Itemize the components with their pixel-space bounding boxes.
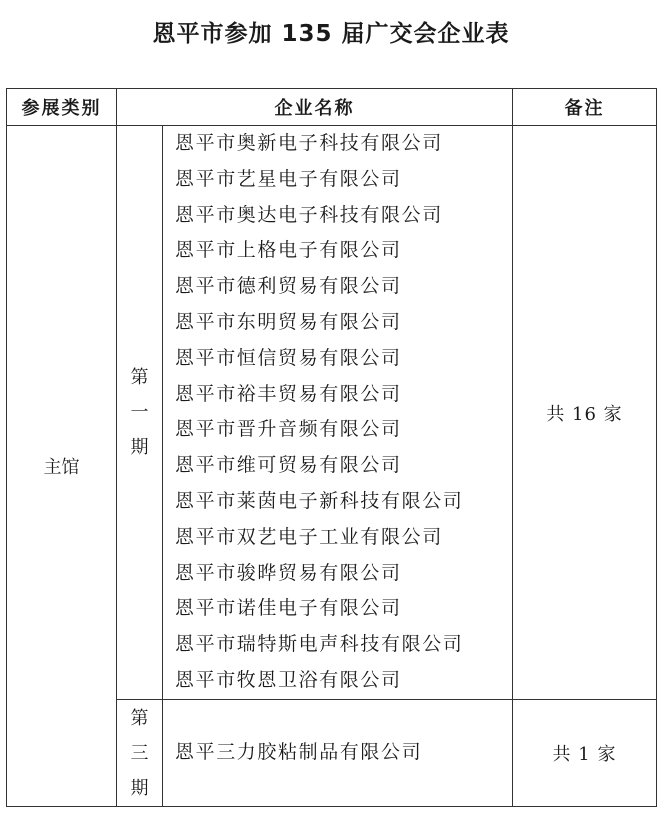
- companies-cell: [163, 126, 513, 700]
- page-title: 恩平市参加 135 届广交会企业表: [152, 21, 510, 47]
- company-list: [175, 735, 512, 771]
- period-label: 第三期: [130, 707, 149, 799]
- list-item: 恩平市上格电子有限公司: [175, 239, 402, 262]
- list-item: 恩平市德利贸易有限公司: [175, 275, 402, 298]
- list-item: 恩平市骏晔贸易有限公司: [175, 561, 402, 584]
- table-header-row: [7, 89, 657, 126]
- list-item: 恩平三力胶粘制品有限公司: [175, 741, 423, 764]
- list-item: 恩平市双艺电子工业有限公司: [175, 525, 443, 548]
- companies-cell: [163, 700, 513, 807]
- header-company: 企业名称: [117, 89, 513, 126]
- list-item: 恩平市东明贸易有限公司: [175, 310, 402, 333]
- header-category: 参展类别: [7, 89, 117, 126]
- list-item: 恩平市牧恩卫浴有限公司: [175, 668, 402, 691]
- category-cell: 主馆: [7, 126, 117, 807]
- table-row: [7, 126, 657, 700]
- period-cell: [117, 700, 163, 807]
- remark-cell: 共 1 家: [513, 700, 657, 807]
- company-list: [175, 126, 512, 699]
- list-item: 恩平市奥达电子科技有限公司: [175, 203, 443, 226]
- period-label: 第一期: [130, 367, 149, 458]
- list-item: 恩平市维可贸易有限公司: [175, 454, 402, 477]
- exhibitor-table: [6, 88, 657, 807]
- remark-cell: 共 16 家: [513, 126, 657, 700]
- list-item: 恩平市艺星电子有限公司: [175, 167, 402, 190]
- period-cell: [117, 126, 163, 700]
- header-remark: 备注: [513, 89, 657, 126]
- list-item: 恩平市奥新电子科技有限公司: [175, 132, 443, 154]
- list-item: 恩平市晋升音频有限公司: [175, 418, 402, 441]
- list-item: 恩平市恒信贸易有限公司: [175, 346, 402, 369]
- list-item: 恩平市裕丰贸易有限公司: [175, 382, 402, 405]
- list-item: 恩平市莱茵电子新科技有限公司: [175, 489, 464, 512]
- list-item: 恩平市瑞特斯电声科技有限公司: [175, 633, 464, 656]
- list-item: 恩平市诺佳电子有限公司: [175, 597, 402, 620]
